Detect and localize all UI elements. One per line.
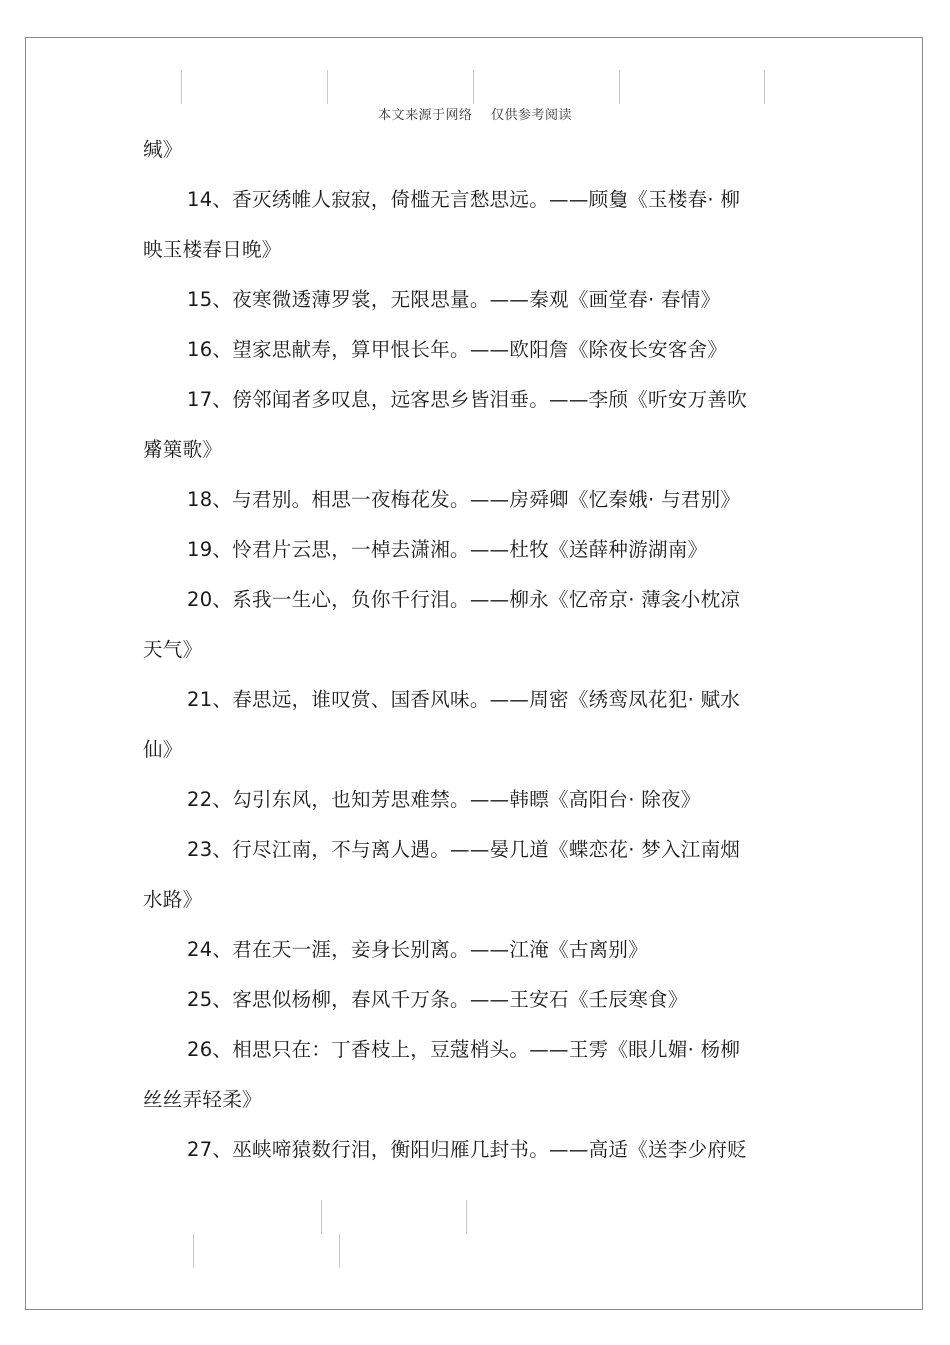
text-line: 22、勾引东风，也知芳思难禁。——韩瞟《高阳台· 除夜》: [187, 788, 701, 811]
text-line: 20、系我一生心，负你千行泪。——柳永《忆帝京· 薄衾小枕凉: [187, 588, 741, 611]
header-divider: [764, 70, 765, 104]
text-line: 27、巫峡啼猿数行泪，衡阳归雁几封书。——高适《送李少府贬: [187, 1138, 748, 1161]
text-line: 19、怜君片云思，一棹去潇湘。——杜牧《送薛种游湖南》: [187, 538, 708, 561]
text-line: 24、君在天一涯，妾身长别离。——江淹《古离别》: [187, 938, 649, 961]
page-border: [25, 37, 923, 1310]
text-line: 缄》: [143, 138, 183, 161]
header-divider: [327, 70, 328, 104]
footer-divider: [321, 1200, 322, 1234]
header-note: 本文来源于网络 仅供参考阅读: [377, 108, 573, 123]
text-line: 14、香灭绣帷人寂寂，倚槛无言愁思远。——顾敻《玉楼春· 柳: [187, 188, 741, 211]
text-line: 映玉楼春日晚》: [143, 238, 282, 261]
text-line: 26、相思只在：丁香枝上，豆蔻梢头。——王雱《眼儿媚· 杨柳: [187, 1038, 741, 1061]
footer-divider: [193, 1234, 194, 1268]
text-line: 15、夜寒微透薄罗裳，无限思量。——秦观《画堂春· 春情》: [187, 288, 721, 311]
text-line: 丝丝弄轻柔》: [143, 1088, 262, 1111]
text-line: 18、与君别。相思一夜梅花发。——房舜卿《忆秦娥· 与君别》: [187, 488, 741, 511]
header-divider: [619, 70, 620, 104]
header-divider: [181, 70, 182, 104]
text-line: 16、望家思献寿，算甲恨长年。——欧阳詹《除夜长安客舍》: [187, 338, 728, 361]
header-divider: [473, 70, 474, 104]
footer-divider: [339, 1234, 340, 1268]
text-line: 仙》: [143, 738, 183, 761]
text-line: 25、客思似杨柳，春风千万条。——王安石《壬辰寒食》: [187, 988, 688, 1011]
text-line: 觱篥歌》: [143, 438, 223, 461]
text-line: 17、傍邻闻者多叹息，远客思乡皆泪垂。——李颀《听安万善吹: [187, 388, 748, 411]
text-line: 天气》: [143, 638, 203, 661]
footer-divider: [466, 1200, 467, 1234]
text-line: 23、行尽江南，不与离人遇。——晏几道《蝶恋花· 梦入江南烟: [187, 838, 741, 861]
text-line: 21、春思远，谁叹赏、国香风味。——周密《绣鸾凤花犯· 赋水: [187, 688, 741, 711]
text-line: 水路》: [143, 888, 203, 911]
